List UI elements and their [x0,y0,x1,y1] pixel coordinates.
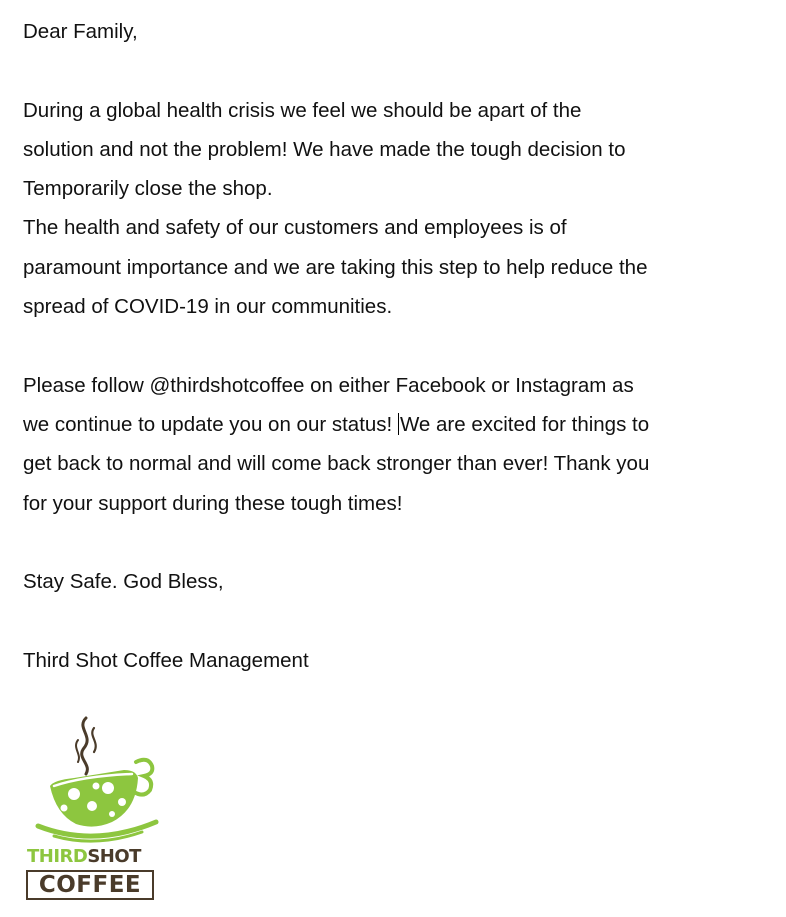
text-caret [398,413,399,435]
coffee-cup-icon [24,714,164,849]
paragraph1-line: Temporarily close the shop. [23,177,273,201]
logo-word-third: THIRD [27,846,88,867]
letter-body [23,12,763,680]
blank-line [23,523,763,562]
paragraph1-line: paramount importance and we are taking this step to help reduce the [23,255,648,279]
blank-line [23,51,763,90]
third-shot-coffee-logo [24,714,164,909]
paragraph1-line: The health and safety of our customers and employees is of [23,216,567,240]
paragraph2-text: we continue to update you on our status! [23,412,398,436]
logo-wordmark-top [27,847,141,867]
logo-word-shot: SHOT [87,846,141,867]
blank-line [23,601,763,640]
paragraph2-line: Please follow @thirdshotcoffee on either Facebook or Instagram as [23,373,634,397]
paragraph1-line: spread of COVID-19 in our communities. [23,295,393,319]
paragraph2-line: for your support during these tough times! [23,491,403,515]
logo-word-coffee: COFFEE [26,870,154,900]
paragraph2-line [23,405,763,444]
greeting: Dear Family, [23,20,138,43]
paragraph1-line: solution and not the problem! We have made the tough decision to [23,137,626,161]
closing: Stay Safe. God Bless, [23,570,224,594]
paragraph2-text: We are excited for things to [399,412,650,436]
paragraph2-line: get back to normal and will come back stronger than ever! Thank you [23,452,650,476]
signature: Third Shot Coffee Management [23,648,309,672]
blank-line [23,326,763,365]
paragraph1-line: During a global health crisis we feel we should be apart of the [23,98,582,122]
